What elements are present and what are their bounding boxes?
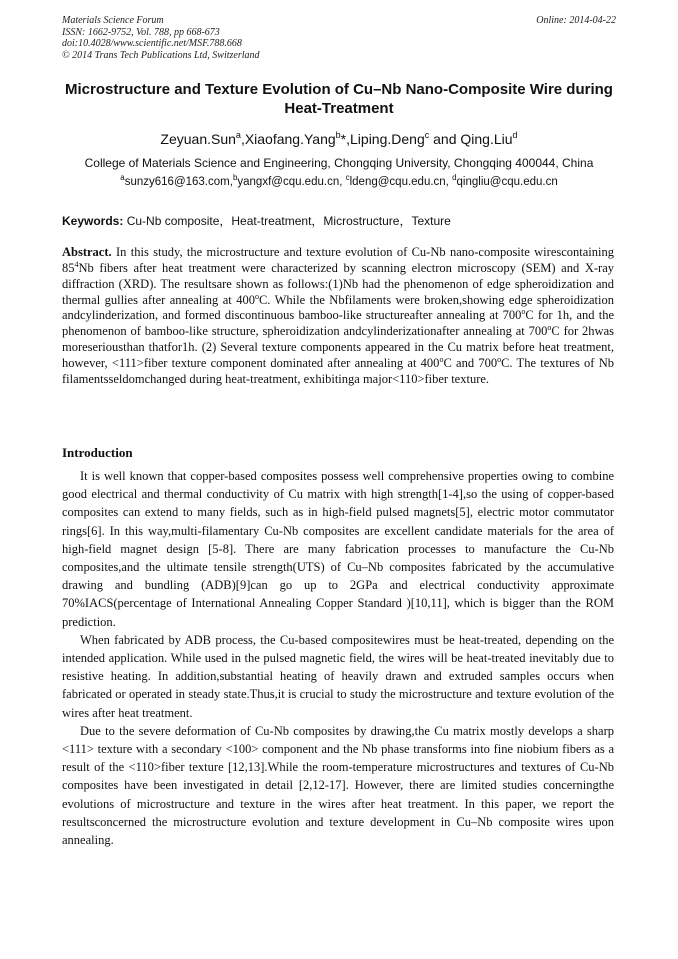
intro-paragraph: When fabricated by ADB process, the Cu-based compositewires must be heat-treated, depending on the intended application. While used in the pulsed magnetic field, the wires will be heat-treated inevitably due to resistive heating. In addition,substantial heating of heavily drawn and extruded samples occurs when fabricated or operated in steady state.Thus,it is crucial to study the microstructure and texture evolution of the wires after heat treatment.: [62, 632, 614, 720]
author-sup: a: [235, 130, 241, 140]
abstract-sup: o: [521, 307, 526, 317]
author-sup: c: [424, 130, 430, 140]
abstract-sup: o: [547, 323, 552, 333]
paper-title: Microstructure and Texture Evolution of Cu–Nb Nano-Composite Wire during Heat-Treatment: [65, 81, 613, 117]
abstract: [62, 245, 614, 388]
intro-paragraph: It is well known that copper-based composites possess well comprehensive properties owing to combine good electrical and thermal conductivity of Cu matrix with high strength[1-4],so the using of copper-based composites can extend to many fields, such as in high-field pulsed magnets[5], electric motor commutator rings[6]. In this way,multi-filamentary Cu-Nb composites are excellent candidate materials for the area of high-field magnet design [5-8]. There are many fabrication processes to manufacture the Cu-Nb composites,and the ultimate tensile strength(UTS) of Cu–Nb composites fabricated by the accumulative drawing and bundling (ADB)[9]can go up to 2GPa and electrical conductivity approximate 70%IACS(percentage of International Annealing Copper Standard )[10,11], which is bigger than the ROM prediction.: [62, 469, 614, 629]
email-list: [62, 173, 616, 188]
journal-header: [62, 15, 616, 61]
email-sup: b: [232, 173, 238, 182]
online-date: Online: 2014-04-22: [536, 15, 616, 26]
author-sup: d: [512, 130, 518, 140]
abstract-text: Nb fibers after heat treatment were characterized by scanning electron microscopy (SEM) and X-ray diffraction (XRD). The resultsare shown as follows:(1)Nb had the phenomenon of edge spheroidization and thermal gullies after annealing at 400: [62, 260, 614, 307]
keywords-label: Keywords:: [62, 214, 124, 228]
intro-paragraph: Due to the severe deformation of Cu-Nb composites by drawing,the Cu matrix mostly develops a sharp <111> texture with a secondary <100> component and the Nb phase transforms into fine niobium fibers as a result of the <110>fiber texture [12,13].While the room-temperature microstructures and textures of Cu-Nb composites have been investigated in detail [2,12-17]. However, there are limited studies concerningthe evolutions of microstructure and texture in the wires after heat treatment. In this paper, we report the resultsconcerned the microstructure evolution and texture development in Cu–Nb composite wires upon annealing.: [62, 723, 614, 848]
abstract-text: C and 700: [443, 355, 498, 370]
journal-name: Materials Science Forum: [62, 15, 164, 26]
issn-line: ISSN: 1662-9752, Vol. 788, pp 668-673: [62, 26, 220, 38]
abstract-sup: o: [497, 354, 502, 364]
author-name: ,Xiaofang.Yang: [240, 131, 336, 147]
email-link[interactable]: ldeng@cqu.edu.cn,: [349, 176, 453, 188]
abstract-text: C. While the Nbfilaments were broken,showing edge spheroidization andcylinderization, and formed discontinuous bamboo-like structureafter annealing at 700: [62, 292, 614, 323]
email-sup: d: [452, 173, 457, 182]
doi-line: doi:10.4028/www.scientific.net/MSF.788.668: [62, 38, 242, 49]
abstract-sup: 4: [74, 259, 79, 269]
introduction-body: [62, 467, 614, 849]
author-name: Zeyuan.Sun: [160, 131, 236, 147]
introduction-heading: Introduction: [62, 445, 133, 460]
affiliation: College of Materials Science and Engineering, Chongqing University, Chongqing 400044, China: [84, 156, 594, 170]
keywords-text: Cu-Nb composite，Heat-treatment，Microstructure，Texture: [123, 214, 451, 228]
author-list: [62, 131, 616, 147]
author-name: ,Liping.Deng: [346, 131, 425, 147]
email-link[interactable]: sunzy616@163.com,: [124, 176, 233, 188]
email-link[interactable]: qingliu@cqu.edu.cn: [456, 176, 558, 188]
corresponding-mark: *: [340, 131, 347, 147]
abstract-text: C for 2hwas moreseriousthan thatfor1h. (2) Several texture components appeared in the Cu matrix before heat treatment, however, <111>fiber texture component dominated after annealing at 400: [62, 324, 614, 370]
copyright-line: © 2014 Trans Tech Publications Ltd, Switzerland: [62, 49, 260, 61]
author-name: and Qing.Liu: [429, 131, 513, 147]
keywords: [62, 212, 616, 229]
abstract-sup: o: [439, 354, 444, 364]
email-link[interactable]: yangxf@cqu.edu.cn,: [237, 176, 346, 188]
abstract-text: C for 1h, and the phenomenon of bamboo-like structure, spheroidization andcylinderizationafter annealing at 700: [62, 308, 614, 339]
abstract-label: Abstract.: [62, 245, 112, 259]
abstract-text: C. The textures of Nb filamentsseldomchanged during heat-treatment, exhibitinga major<110>fiber texture.: [62, 355, 614, 386]
email-sup: c: [345, 173, 350, 182]
email-sup: a: [120, 173, 125, 182]
abstract-sup: o: [254, 291, 259, 301]
abstract-text: In this study, the microstructure and texture evolution of Cu-Nb nano-composite wirescontaining 85: [62, 245, 614, 275]
author-sup: b: [335, 130, 341, 140]
